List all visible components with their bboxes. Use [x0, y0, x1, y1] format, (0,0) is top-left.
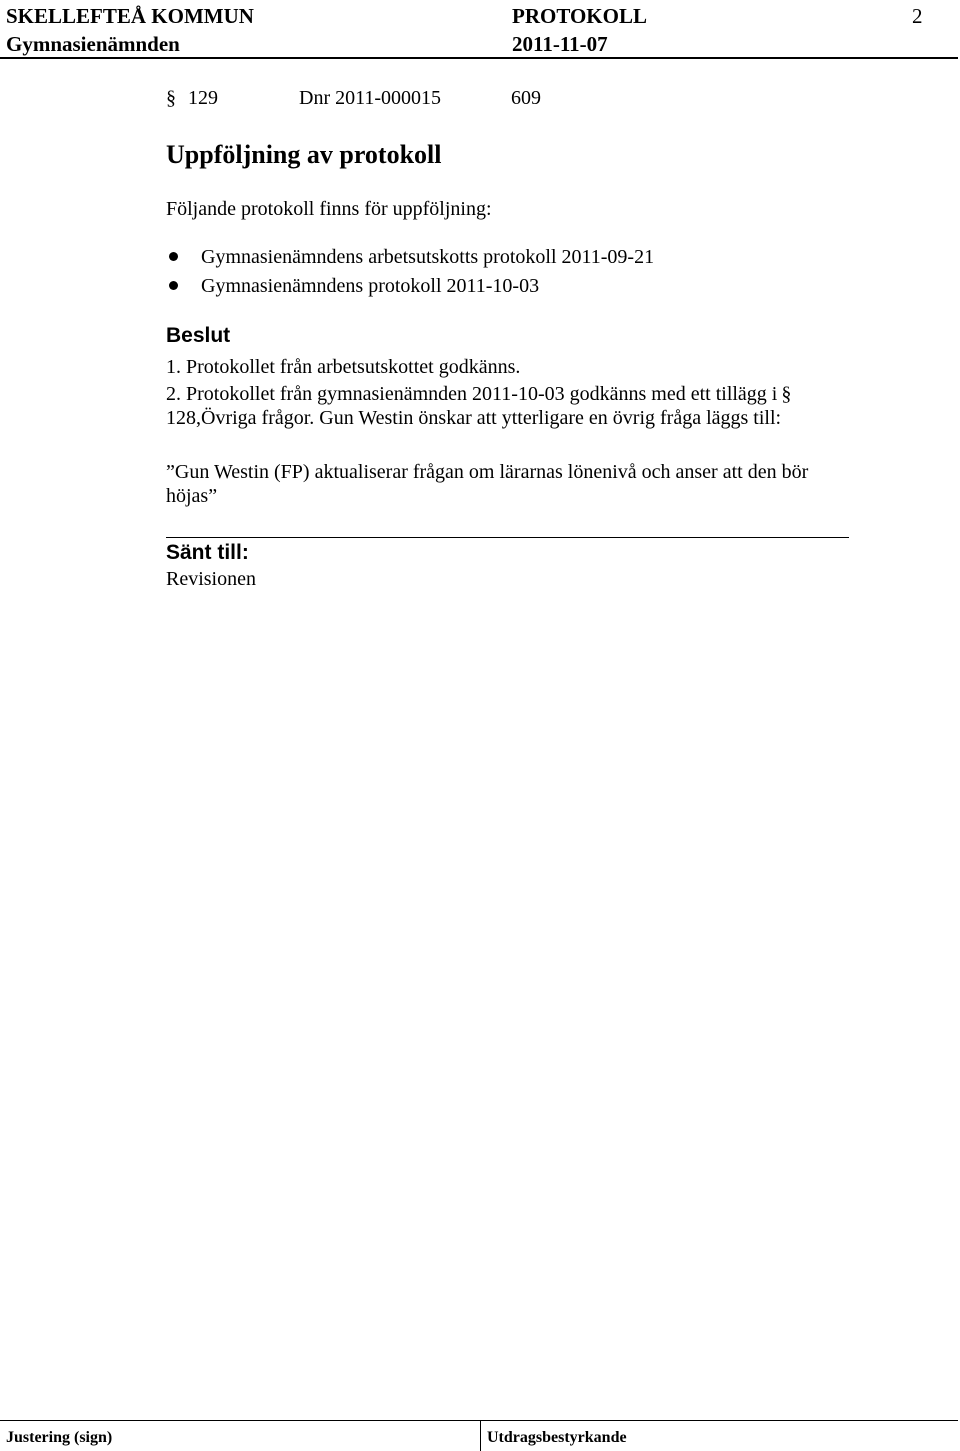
- paragraph-reference: [166, 86, 541, 110]
- page-number: 2: [912, 4, 923, 28]
- board-name: Gymnasienämnden: [6, 32, 180, 56]
- paragraph-symbol: §: [166, 87, 176, 109]
- footer-divider: [0, 1420, 958, 1421]
- distribution-heading: Sänt till:: [166, 541, 249, 564]
- bullet-icon: [169, 252, 178, 261]
- decision-heading: Beslut: [166, 324, 231, 347]
- list-item: [166, 274, 654, 303]
- paragraph-number: 129: [188, 87, 218, 109]
- protocol-list: [166, 245, 654, 303]
- header-divider: [0, 57, 958, 59]
- decision-item-2-continued: 128,Övriga frågor. Gun Westin önskar att ytterligare en övrig fråga läggs till:: [166, 407, 782, 429]
- footer-column-divider: [480, 1420, 481, 1451]
- list-item: [166, 245, 654, 274]
- signature-label: Justering (sign): [6, 1429, 113, 1446]
- certification-label: Utdragsbestyrkande: [487, 1429, 627, 1446]
- decision-item-1: 1. Protokollet från arbetsutskottet godkänns.: [166, 356, 521, 378]
- meeting-date: 2011-11-07: [512, 32, 608, 56]
- list-item-text: Gymnasienämndens arbetsutskotts protokoll 2011-09-21: [201, 246, 655, 268]
- bullet-icon: [169, 281, 178, 290]
- intro-text: Följande protokoll finns för uppföljning:: [166, 198, 492, 220]
- list-item-text: Gymnasienämndens protokoll 2011-10-03: [201, 275, 540, 297]
- decision-item-2: [166, 382, 791, 406]
- quote-line-2: höjas”: [166, 485, 218, 507]
- paragraph-symbol: §: [781, 383, 792, 405]
- separator-line: [166, 537, 849, 538]
- document-type: PROTOKOLL: [512, 4, 647, 28]
- section-title: Uppföljning av protokoll: [166, 140, 442, 169]
- diary-number: Dnr 2011-000015: [299, 87, 442, 109]
- decision-item-2-text: 2. Protokollet från gymnasienämnden 2011-10-03 godkänns med ett tillägg i: [166, 383, 778, 405]
- classification-code: 609: [511, 87, 541, 109]
- organization-name: SKELLEFTEÅ KOMMUN: [6, 4, 254, 28]
- distribution-recipient: Revisionen: [166, 568, 256, 590]
- quote-line-1: ”Gun Westin (FP) aktualiserar frågan om lärarnas lönenivå och anser att den bör: [166, 461, 809, 483]
